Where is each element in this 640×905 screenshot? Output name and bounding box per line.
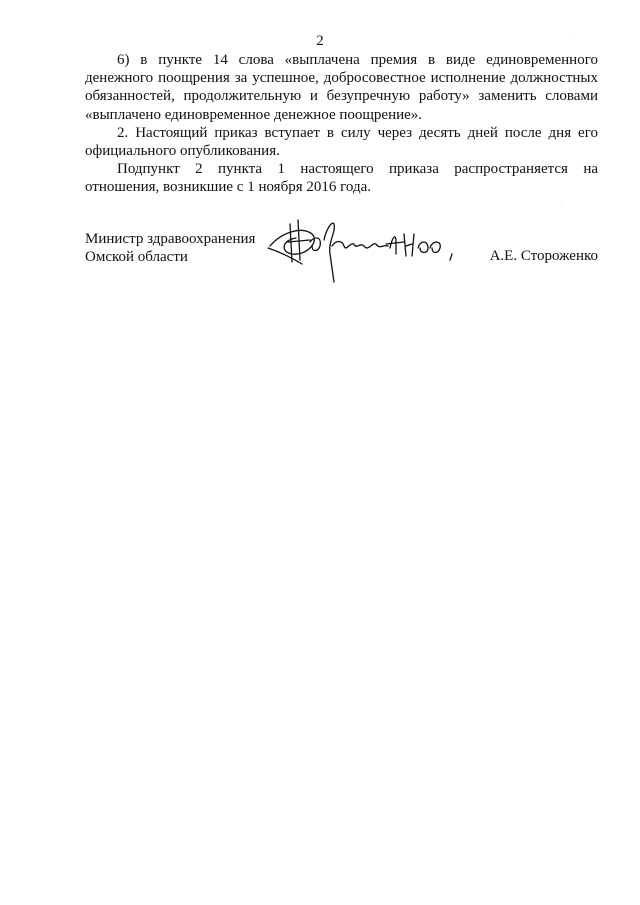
page-number: 2: [316, 33, 324, 49]
position-line: Министр здравоохранения: [85, 231, 256, 247]
signatory-position: [85, 230, 255, 266]
text-line: обязанностей, продолжительную и безупречную работу» заменить словами: [85, 88, 598, 105]
position-line: Омской области: [85, 249, 188, 265]
signatory-name: А.Е. Стороженко: [489, 248, 598, 264]
text-line: денежного поощрения за успешное, добросовестное исполнение должностных: [85, 70, 598, 87]
scan-speck: ·: [572, 30, 574, 36]
document-body: [85, 51, 598, 197]
paragraph-2: [85, 124, 598, 160]
text-line: 6) в пункте 14 слова «выплачена премия в виде единовременного: [117, 52, 598, 68]
scan-speck: ·: [560, 200, 562, 206]
paragraph-item-6: [85, 51, 598, 124]
handwritten-signature: [262, 212, 472, 292]
text-line: отношения, возникшие с 1 ноября 2016 года.: [85, 179, 371, 196]
text-line: Подпункт 2 пункта 1 настоящего приказа распространяется на: [117, 161, 598, 178]
text-line: «выплачено единовременное денежное поощрение».: [85, 106, 423, 123]
text-line: 2. Настоящий приказ вступает в силу через десять дней после дня его: [117, 124, 598, 141]
paragraph-effective: [85, 160, 598, 196]
text-line: официального опубликования.: [85, 143, 280, 160]
